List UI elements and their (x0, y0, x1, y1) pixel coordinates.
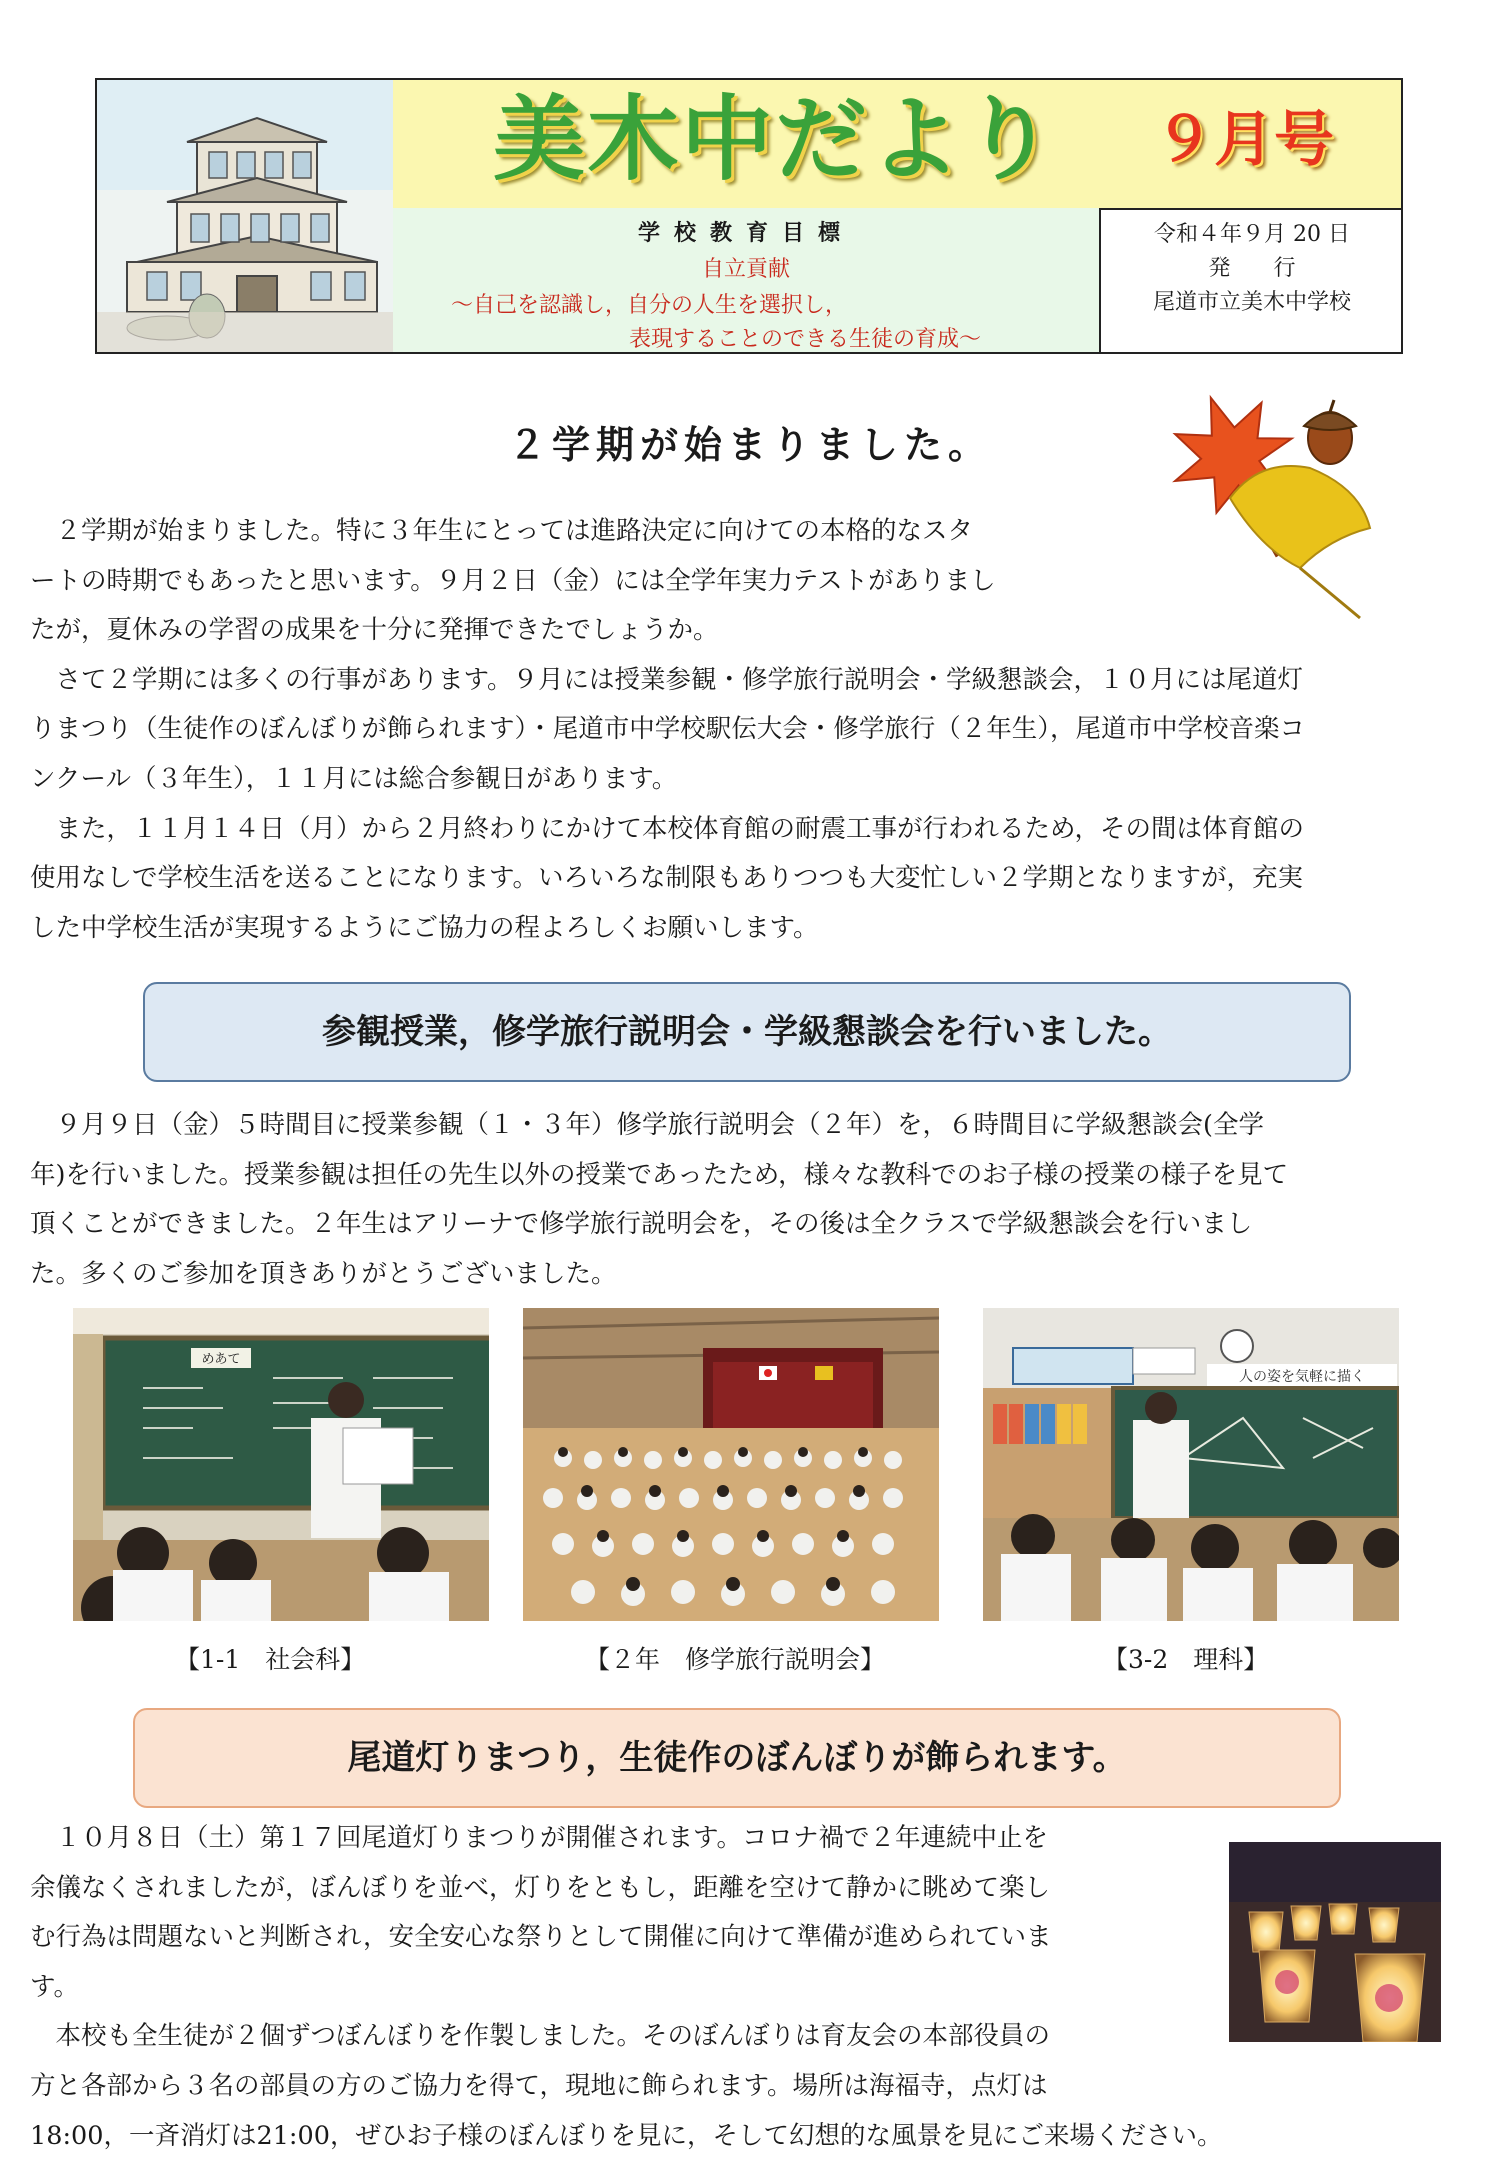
title-band (393, 80, 1401, 210)
school-name: 尾道市立美木中学校 (1152, 290, 1351, 315)
newsletter-title: 美木中だより (493, 86, 1058, 193)
goal-heading: 学校教育目標 (637, 220, 854, 246)
text-line: む行為は問題ないと判断され，安全安心な祭りとして開催に向けて準備が進められていま (30, 1922, 1052, 1953)
text-line: ２学期が始まりました。特に３年生にとっては進路決定に向けての本格的なスタ (30, 516, 973, 546)
text-line: 頂くことができました。２年生はアリーナで修学旅行説明会を，その後は全クラスで学級懇談会を行いまし (30, 1209, 1253, 1240)
text-line: ートの時期でもあったと思います。９月２日（金）には全学年実力テストがありまし (30, 565, 996, 596)
text-line: す。 (30, 1971, 79, 2002)
text-line: 方と各部から３名の部員の方のご協力を得て，現地に飾られます。場所は海福寺，点灯は (30, 2070, 1048, 2101)
text-line: さて２学期には多くの行事があります。９月には授業参観・修学旅行説明会・学級懇談会，１０月には尾道灯 (30, 664, 1303, 695)
text-line: ９月９日（金）５時間目に授業参観（１・３年）修学旅行説明会（２年）を，６時間目に学級懇談会(全学 (30, 1110, 1264, 1140)
photo-caption-science: 【3-2 理科】 (1103, 1645, 1269, 1674)
text-line: たが，夏休みの学習の成果を十分に発揮できたでしょうか。 (30, 615, 719, 646)
section-heading-second-term: ２学期が始まりました。 (507, 422, 992, 467)
board-label: めあて (201, 1352, 241, 1367)
article-open-class (30, 1101, 1288, 1299)
text-line: ンクール（３年生），１１月には総合参観日があります。 (30, 763, 678, 794)
goal-description-2: 表現することのできる生徒の育成～ (629, 327, 982, 352)
school-building-illustration (97, 80, 395, 352)
article-lantern-festival (30, 1814, 1222, 2161)
text-line: りまつり（生徒作のぼんぼりが飾られます）・尾道市中学校駅伝大会・修学旅行（２年生），尾道市中学校音楽コ (30, 714, 1306, 745)
photo-social-studies-class (73, 1308, 489, 1621)
board-label: 人の姿を気軽に描く (1239, 1369, 1365, 1385)
photo-caption-arena-briefing: 【２年 修学旅行説明会】 (585, 1645, 886, 1674)
goal-motto: 自立貢献 (701, 257, 790, 282)
issue-label: ９月号 (1154, 105, 1334, 175)
text-line: た。多くのご参加を頂きありがとうございました。 (30, 1258, 617, 1289)
school-goal-box (393, 208, 1101, 352)
photo-science-class (983, 1308, 1399, 1621)
goal-description-1: ～自己を認識し，自分の人生を選択し， (451, 293, 848, 318)
photo-caption-social-studies: 【1-1 社会科】 (175, 1645, 366, 1674)
text-line: 余儀なくされましたが，ぼんぼりを並べ，灯りをともし，距離を空けて静かに眺めて楽し (30, 1872, 1051, 1903)
publication-info (1103, 208, 1401, 352)
section-banner-open-class: 参観授業，修学旅行説明会・学級懇談会を行いました。 (143, 982, 1351, 1082)
photo-arena-briefing (523, 1308, 939, 1621)
text-line: 使用なしで学校生活を送ることになります。いろいろな制限もありつつも大変忙しい２学期となりますが，充実 (30, 863, 1303, 894)
text-line: また，１１月１４日（月）から２月終わりにかけて本校体育館の耐震工事が行われるため，その間は体育館の (30, 813, 1304, 844)
text-line: 18:00，一斉消灯は21:00，ぜひお子様のぼんぼりを見に，そして幻想的な風景を見にご来場ください。 (30, 2120, 1223, 2151)
article-second-term (30, 507, 1305, 953)
text-line: １０月８日（土）第１７回尾道灯りまつりが開催されます。コロナ禍で２年連続中止を (30, 1823, 1048, 1853)
section-banner-lantern-festival: 尾道灯りまつり，生徒作のぼんぼりが飾られます。 (133, 1708, 1341, 1808)
text-line: 本校も全生徒が２個ずつぼんぼりを作製しました。そのぼんぼりは育友会の本部役員の (30, 2021, 1051, 2052)
text-line: 年)を行いました。授業参観は担任の先生以外の授業であったため，様々な教科でのお子様の授業の様子を見て (30, 1159, 1289, 1190)
text-line: した中学校生活が実現するようにご協力の程よろしくお願いします。 (30, 912, 819, 943)
publication-label: 発 行 (1208, 256, 1314, 281)
photo-paper-lanterns (1229, 1842, 1441, 2042)
newsletter-header (95, 78, 1403, 354)
publication-date: 令和４年９月 20 日 (1154, 222, 1350, 247)
